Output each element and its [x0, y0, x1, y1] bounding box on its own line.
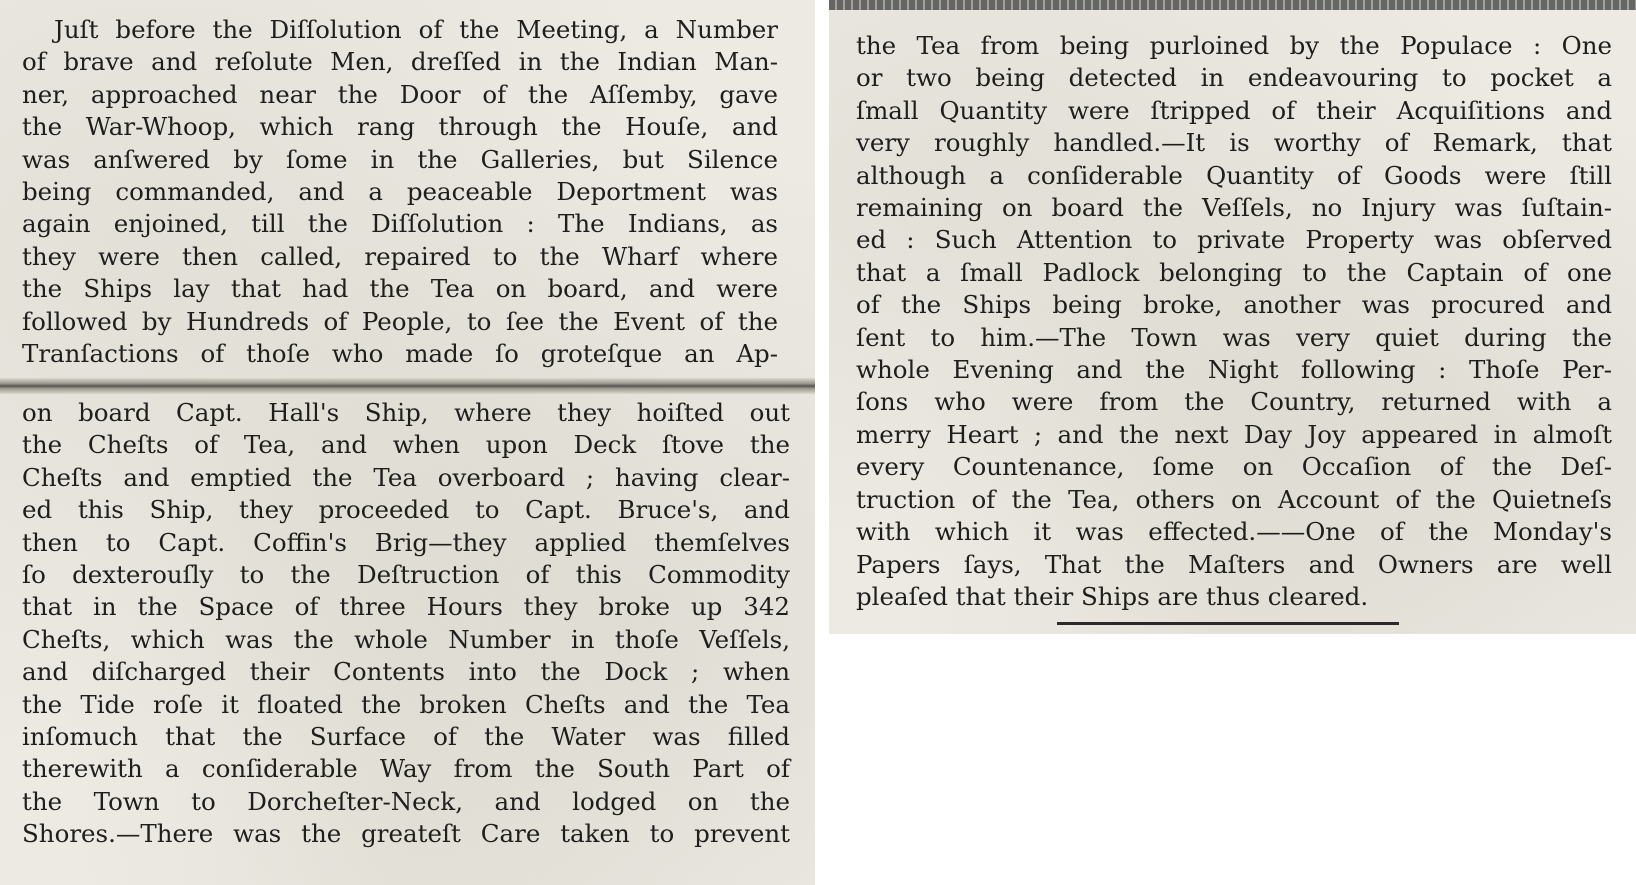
text-line: whole Evening and the Night following : Thoſe Per- — [856, 355, 1612, 385]
text-line: truction of the Tea, others on Account of the Quietneſs — [856, 484, 1612, 514]
text-line: the Cheſts of Tea, and when upon Deck ſtove the — [22, 430, 790, 460]
text-line: Juſt before the Diſſolution of the Meeting, a Number — [54, 15, 778, 44]
text-line: ſons who were from the Country, returned with a — [856, 387, 1612, 417]
text-line: was anſwered by ſome in the Galleries, but Silence — [22, 144, 778, 174]
text-line: ed : Such Attention to private Property was obſerved — [856, 225, 1612, 255]
text-line: pleaſed that their Ships are thus cleared. — [856, 581, 1369, 611]
text-line: therewith a conſiderable Way from the South Part of — [22, 754, 790, 784]
text-line: ſmall Quantity were ſtripped of their Acquiſitions and — [856, 95, 1612, 125]
text-line: and diſcharged their Contents into the Dock ; when — [22, 657, 790, 687]
text-line: Papers ſays, That the Maſters and Owners are well — [856, 549, 1612, 579]
text-line: or two being detected in endeavouring to pocket a — [856, 63, 1612, 93]
text-line: that in the Space of three Hours they broke up 342 — [22, 592, 790, 622]
text-line: Cheſts and emptied the Tea overboard ; having clear- — [22, 462, 790, 492]
text-line: being commanded, and a peaceable Deportment was — [22, 177, 778, 207]
text-line: ed this Ship, they proceeded to Capt. Bruce's, and — [22, 495, 790, 525]
text-line: the Ships lay that had the Tea on board, and were — [22, 274, 778, 304]
text-line: the War-Whoop, which rang through the Houſe, and — [22, 112, 778, 142]
text-line: merry Heart ; and the next Day Joy appeared in almoſt — [856, 419, 1612, 449]
text-line: Cheſts, which was the whole Number in thoſe Veſſels, — [22, 624, 790, 654]
text-line: although a conſiderable Quantity of Goods were ſtill — [856, 160, 1612, 190]
text-line: of the Ships being broke, another was procured and — [856, 290, 1612, 320]
text-line: Shores.—There was the greateſt Care taken to prevent — [22, 819, 790, 849]
text-line: remaining on board the Veſſels, no Injury was ſuſtain- — [856, 193, 1612, 223]
text-line: the Tea from being purloined by the Populace : One — [856, 31, 1612, 60]
text-line: they were then called, repaired to the Wharf where — [22, 241, 778, 271]
text-line: ner, approached near the Door of the Aſſemby, gave — [22, 79, 778, 109]
article-end-rule — [1057, 622, 1399, 625]
text-line: inſomuch that the Surface of the Water was filled — [22, 722, 790, 752]
text-line: the Tide roſe it floated the broken Cheſts and the Tea — [22, 689, 790, 719]
text-line: then to Capt. Coffin's Brig—they applied themſelves — [22, 527, 790, 557]
text-line: ſo dexterouſly to the Deſtruction of this Commodity — [22, 560, 790, 590]
text-line: very roughly handled.—It is worthy of Remark, that — [856, 128, 1612, 158]
column-top-rule — [829, 0, 1636, 10]
paper-fold-crease — [0, 378, 815, 394]
text-line: followed by Hundreds of People, to ſee the Event of the — [22, 306, 778, 336]
text-line: every Countenance, ſome on Occaſion of the Deſ- — [856, 452, 1612, 482]
article-column-left-lower — [22, 397, 790, 851]
text-line: with which it was effected.——One of the Monday's — [856, 517, 1612, 547]
text-line: that a ſmall Padlock belonging to the Captain of one — [856, 257, 1612, 287]
text-line: on board Capt. Hall's Ship, where they hoiſted out — [22, 398, 790, 427]
newspaper-clipping-right — [829, 0, 1636, 634]
text-line: of brave and reſolute Men, dreſſed in the Indian Man- — [22, 47, 778, 77]
newspaper-clipping-left — [0, 0, 815, 885]
text-line: Tranſactions of thoſe who made ſo groteſque an Ap- — [22, 339, 778, 369]
article-column-right — [856, 30, 1612, 613]
article-column-left-upper — [22, 14, 778, 370]
text-line: the Town to Dorcheſter-Neck, and lodged on the — [22, 786, 790, 816]
text-line: again enjoined, till the Diſſolution : The Indians, as — [22, 209, 778, 239]
text-line: ſent to him.—The Town was very quiet during the — [856, 322, 1612, 352]
